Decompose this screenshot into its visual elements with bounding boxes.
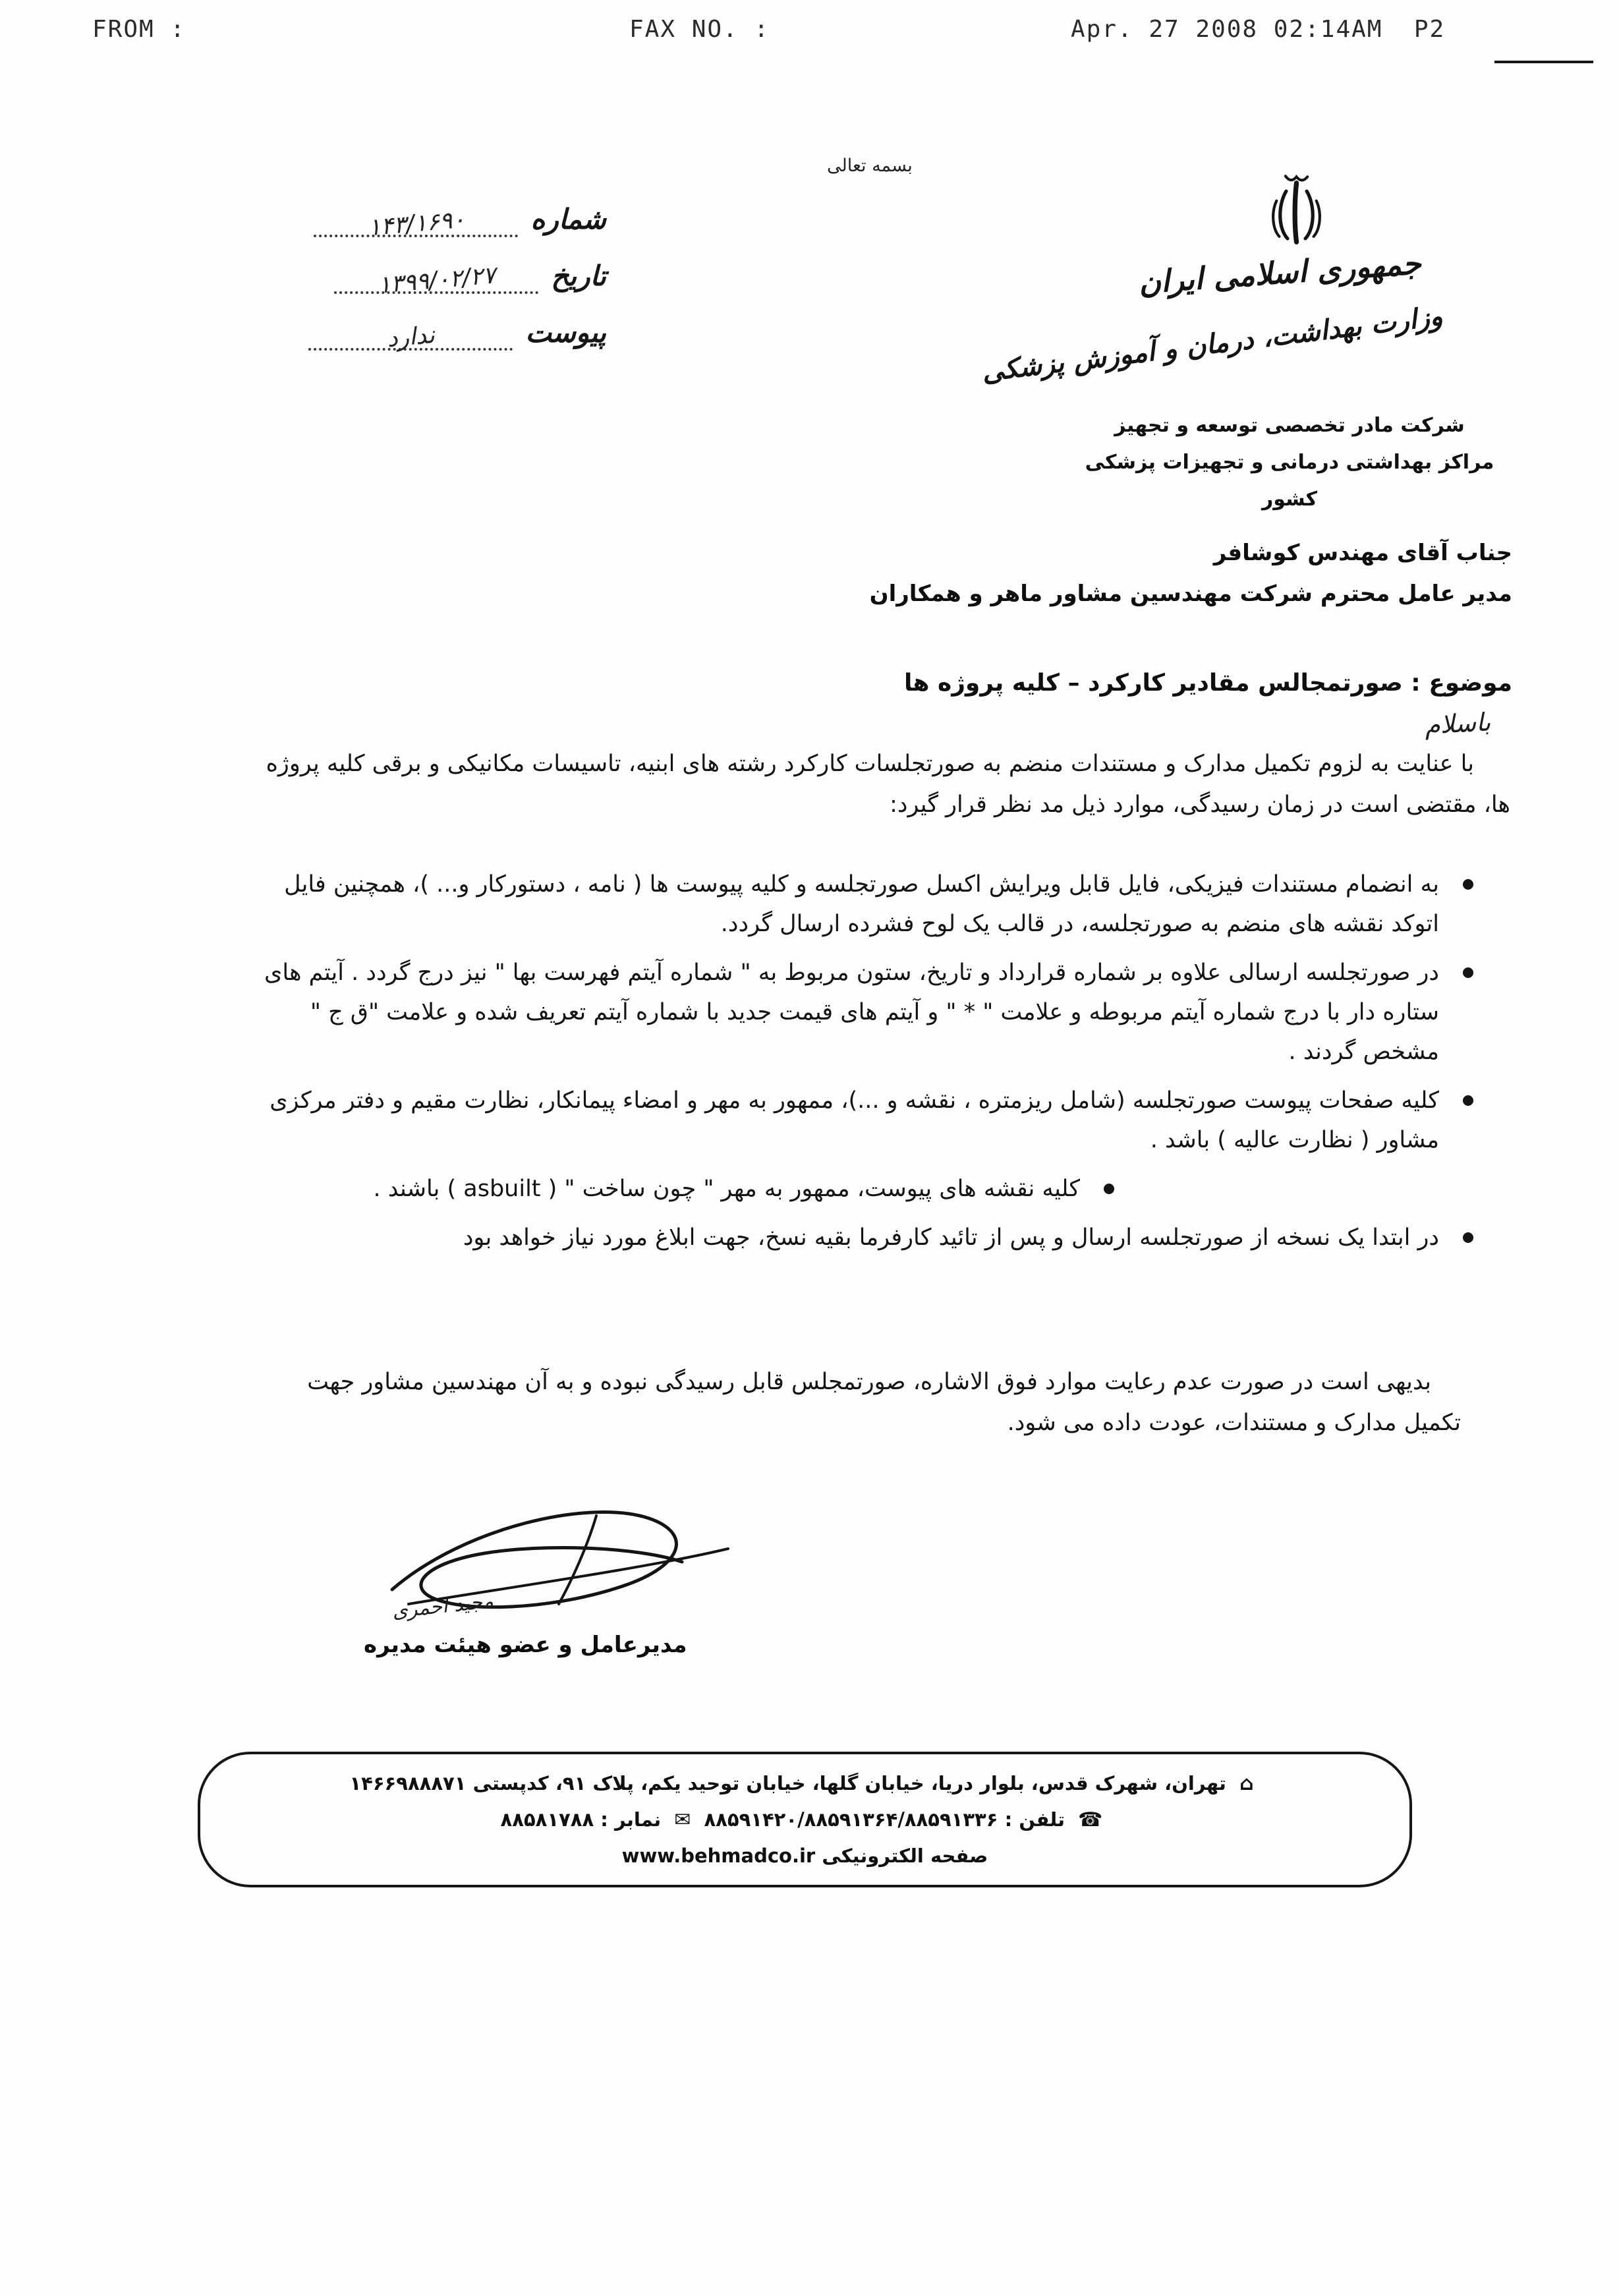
bullet-item-5: در ابتدا یک نسخه از صورتجلسه ارسال و پس از تائید کارفرما بقیه نسخ، جهت ابلاغ مورد نیاز خواهد بود (254, 1218, 1477, 1257)
footer-web-line (622, 1838, 988, 1874)
footer-address: تهران، شهرک قدس، بلوار دریا، خیابان گلها، خیابان توحید یکم، پلاک ۹۱، کدپستی ۱۴۶۶۹۸۸۸۷۱ (349, 1772, 1226, 1794)
phone-icon: ☎ (1078, 1808, 1103, 1831)
ref-attachment-label: پیوست (525, 316, 606, 349)
addressee-title: مدیر عامل محترم شرکت مهندسین مشاور ماهر و همکاران (869, 581, 1512, 607)
fax-icon: ✉ (674, 1808, 691, 1831)
company-line-1: شرکت مادر تخصصی توسعه و تجهیز (1114, 414, 1465, 437)
ref-date-dotline (334, 262, 538, 299)
ministry-title: وزارت بهداشت، درمان و آموزش پزشکی (980, 300, 1444, 388)
footer-phone-line (501, 1802, 1110, 1838)
fax-number-value: ۸۸۵۸۱۷۸۸ (500, 1808, 594, 1831)
footer-address-line (349, 1765, 1260, 1802)
bullet-item-2: در صورتجلسه ارسالی علاوه بر شماره قرارداد و تاریخ، ستون مربوط به " شماره آیتم فهرست بها " نیز درج گردد . آیتم های ستاره دار با درج شماره آیتم مربوطه و علامت " * " و آیتم های قیمت جدید با شماره آیتم تعریف شده و علامت "ق ج " مشخص گردند . (254, 953, 1477, 1072)
addressee-name: جناب آقای مهندس کوشافر (1213, 540, 1512, 566)
addressee-block (870, 532, 1512, 614)
company-block (1059, 407, 1520, 518)
closing-paragraph: بدیهی است در صورت عدم رعایت موارد فوق الاشاره، صورتمجلس قابل رسیدگی نبوده و به آن مهندسین مشاور جهت تکمیل مدارک و مستندات، عودت داده می شود. (307, 1369, 1461, 1436)
ref-number-row (211, 203, 606, 260)
ref-attachment-value: ندارد (385, 321, 436, 353)
reference-block (211, 203, 606, 373)
fax-timestamp: Apr. 27 2008 02:14AM P2 (1071, 16, 1446, 43)
fax-from-label: FROM : (92, 16, 186, 43)
bullet-item-3: کلیه صفحات پیوست صورتجلسه (شامل ریزمتره ، نقشه و ...)، ممهور به مهر و امضاء پیمانکار، نظارت مقیم و دفتر مرکزی مشاور ( نظارت عالیه ) باشد . (254, 1081, 1477, 1160)
ref-number-dotline (314, 206, 518, 242)
intro-paragraph: با عنایت به لزوم تکمیل مدارک و مستندات منضم به صورتجلسات کارکرد رشته های ابنیه، تاسیسات مکانیکی و برقی کلیه پروژه ها، مقتضی است در زمان رسیدگی، موارد ذیل مد نظر قرار گیرد: (266, 751, 1510, 818)
website-url: www.behmadco.ir (621, 1845, 816, 1867)
address-icon: ⌂ (1239, 1772, 1254, 1795)
ref-date-row (211, 260, 606, 316)
bullet-item-4: کلیه نقشه های پیوست، ممهور به مهر " چون ساخت " ( asbuilt ) باشند . (254, 1169, 1118, 1209)
ref-date-value: ۱۳۹۹/۰۲/۲۷ (376, 262, 497, 299)
ref-number-value: ۱۴۳/۱۶۹۰ (366, 206, 466, 242)
ref-number-label: شماره (530, 203, 606, 235)
bullet-list (254, 865, 1477, 1267)
ref-attachment-dotline (308, 321, 513, 351)
footer-contact-box (198, 1752, 1412, 1887)
subject-line: موضوع : صورتمجالس مقادیر کارکرد – کلیه پروژه ها (903, 670, 1512, 697)
ref-date-label: تاریخ (551, 260, 606, 292)
fax-number-label: FAX NO. : (629, 16, 770, 43)
web-label: صفحه الکترونیکی (822, 1845, 988, 1867)
fax-header-underline (1494, 61, 1593, 63)
company-line-2: مراکز بهداشتی درمانی و تجهیزات پزشکی کشور (1085, 451, 1494, 511)
phone-numbers: ۸۸۵۹۱۴۲۰/۸۸۵۹۱۳۶۴/۸۸۵۹۱۳۳۶ (704, 1808, 998, 1831)
bullet-item-1: به انضمام مستندات فیزیکی، فایل قابل ویرایش اکسل صورتجلسه و کلیه پیوست ها ( نامه ، دستورکار و... )، همچنین فایل اتوکد نقشه های منضم به صورتجلسه، در قالب یک لوح فشرده ارسال گردد. (254, 865, 1477, 944)
signatory-name: مجید احمری (391, 1590, 495, 1623)
signatory-title: مدیرعامل و عضو هیئت مدیره (364, 1632, 687, 1658)
salutation-text: باسلام (1423, 707, 1492, 740)
phone-label: تلفن : (1004, 1808, 1065, 1831)
fax-label: نمابر : (600, 1808, 662, 1831)
republic-title: جمهوری اسلامی ایران (1137, 245, 1423, 301)
ref-attachment-row (211, 316, 606, 373)
iran-emblem-icon (1255, 166, 1338, 262)
bismillah-text: بسمه تعالی (827, 156, 913, 176)
